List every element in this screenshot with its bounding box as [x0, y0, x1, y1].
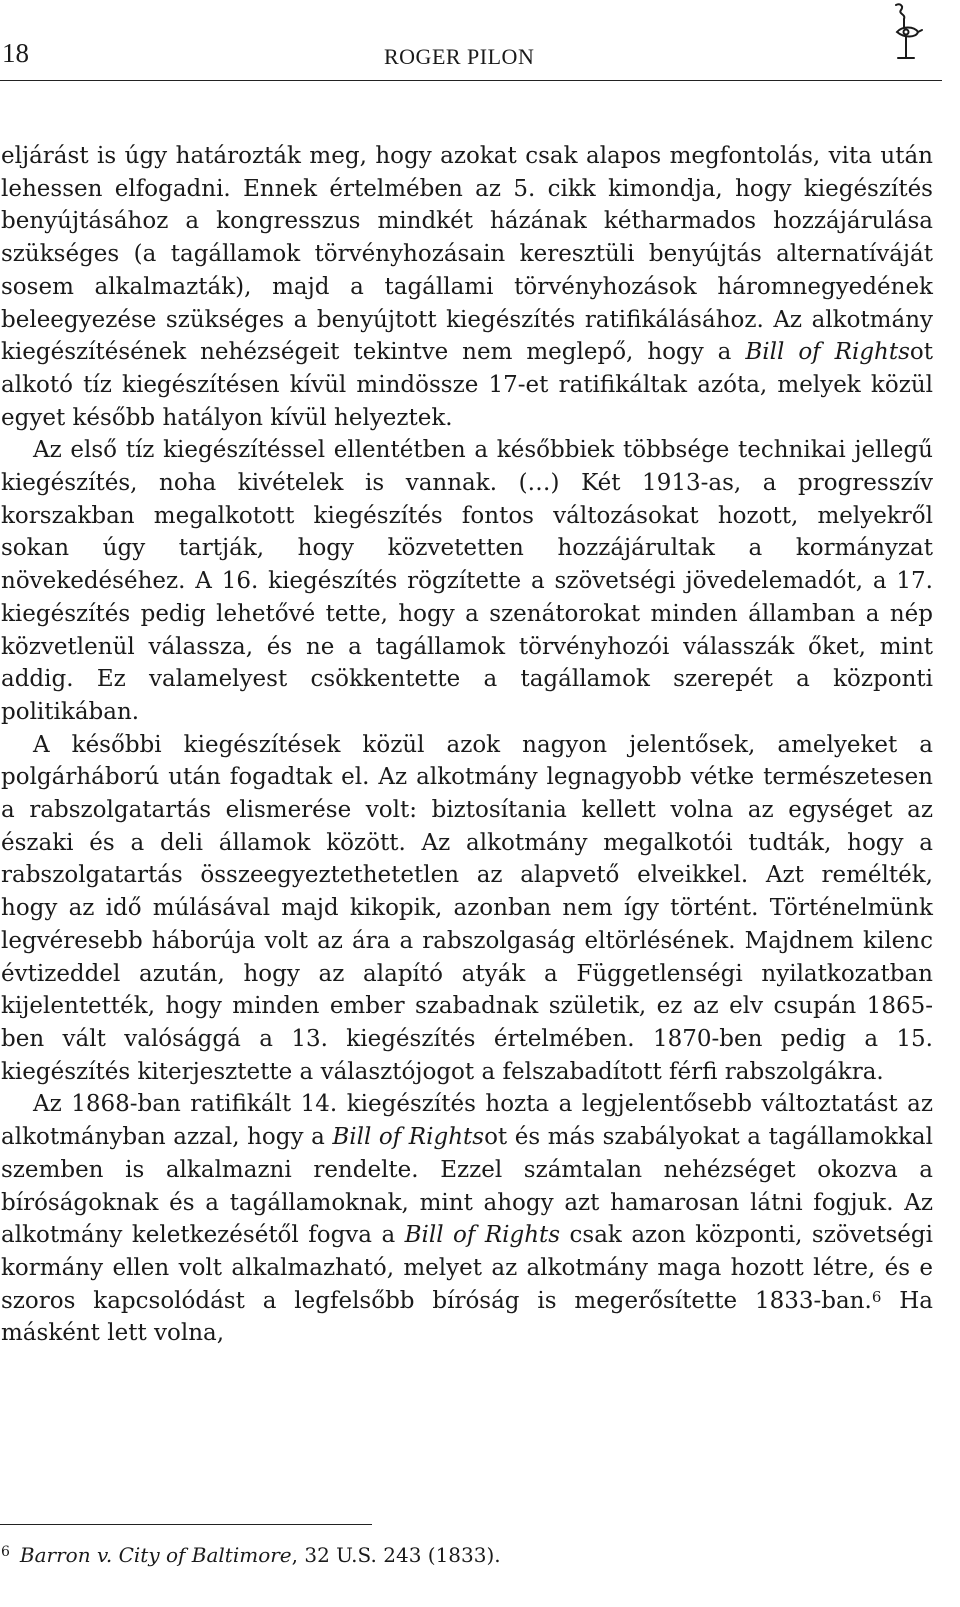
- paragraph: [1, 1088, 933, 1350]
- italic-text: Bill of Rights: [404, 1222, 561, 1249]
- stylized-figure-logo-icon: [888, 2, 924, 68]
- italic-text: Bill of Rights: [332, 1124, 485, 1151]
- footnote: [1, 1543, 501, 1567]
- text-run: Ha másként lett volna,: [1, 1287, 933, 1347]
- text-run: ot alkotó tíz kiegészítésen kívül mindössze 17-et ratifikáltak azóta, melyek közül egyet később hatályon kívül helyeztek.: [1, 339, 933, 431]
- footnote-marker: 6: [1, 1544, 10, 1560]
- footnote-citation: , 32 U.S. 243 (1833).: [291, 1543, 501, 1567]
- text-run: eljárást is úgy határozták meg, hogy azokat csak alapos megfontolás, vita után lehessen elfogadni. Ennek értelmében az 5. cikk kimondja, hogy kiegészítés benyújtásához a kongresszus mindkét házának kétharmados hozzájárulása szükséges (a tagállamok törvényhozásain keresztüli benyújtás alternatíváját sosem alkalmazták), majd a tagállami törvényhozások háromnegyedének beleegyezése szükséges a benyújtott kiegészítés ratifikálásához. Az alkotmány kiegészítésének nehézségeit tekintve nem meglepő, hogy a: [1, 143, 933, 366]
- paragraph: [1, 729, 933, 1089]
- text-run: ot és más szabályokat a tagállamokkal szemben is alkalmazni rendelte. Ezzel számtalan nehézséget okozva a bíróságoknak és a tagállamoknak, mint ahogy azt hamarosan látni fogjuk. Az alkotmány keletkezésétől fogva a: [1, 1124, 933, 1249]
- text-run: Az 1868-ban ratifikált 14. kiegészítés hozta a legjelentősebb változtatást az alkotmányban azzal, hogy a: [1, 1091, 933, 1151]
- paragraph: [1, 434, 933, 728]
- header-rule: [0, 80, 942, 81]
- footnote-ref: 6: [871, 1287, 882, 1306]
- running-head: ROGER PILON: [384, 44, 535, 69]
- text-run: Az első tíz kiegészítéssel ellentétben a későbbiek többsége technikai jellegű kiegészítés, noha kivételek is vannak. (…) Két 1913-as, a progresszív korszakban megalkotott kiegészítés fontos változásokat hozott, melyekről sokan úgy tartják, hogy közvetetten hozzájárultak a kormányzat növekedéséhez. A 16. kiegészítés rögzítette a szövetségi jövedelemadót, a 17. kiegészítés pedig lehetővé tette, hogy a szenátorokat minden államban a nép közvetlenül válassza, és ne a tagállamok törvényhozói válasszák őket, mint addig. Ez valamelyest csökkentette a tagállamok szerepét a központi politikában.: [1, 437, 933, 725]
- italic-text: Bill of Rights: [745, 339, 910, 366]
- text-run: csak azon központi, szövetségi kormány ellen volt alkalmazható, melyet az alkotmány maga hozott létre, és e szoros kapcsolódást a legfelsőbb bíróság is megerősítette 1833-ban.: [1, 1222, 933, 1314]
- page-number: 18: [2, 38, 29, 68]
- body-text: [1, 140, 933, 1350]
- text-run: A későbbi kiegészítések közül azok nagyon jelentősek, amelyeket a polgárháború után fogadtak el. Az alkotmány legnagyobb vétke természetesen a rabszolgatartás elismerése volt: biztosítania kellett volna az egységet az északi és a deli államok között. Az alkotmány megalkotói tudták, hogy a rabszolgatartás összeegyeztethetetlen az alapvető elveikkel. Azt remélték, hogy az idő múlásával majd kikopik, azonban nem így történt. Történelmünk legvéresebb háborúja volt az ára a rabszolgaság eltörlésének. Majdnem kilenc évtizeddel azután, hogy az alapító atyák a Függetlenségi nyilatkozatban kijelentették, hogy minden ember szabadnak születik, ez az elv csupán 1865-ben vált valósággá a 13. kiegészítés értelmében. 1870-ben pedig a 15. kiegészítés kiterjesztette a választójogot a felszabadított férfi rabszolgákra.: [1, 731, 933, 1085]
- footnote-case-name: Barron v. City of Baltimore: [19, 1543, 292, 1567]
- footnote-rule: [0, 1524, 372, 1525]
- paragraph: [1, 140, 933, 434]
